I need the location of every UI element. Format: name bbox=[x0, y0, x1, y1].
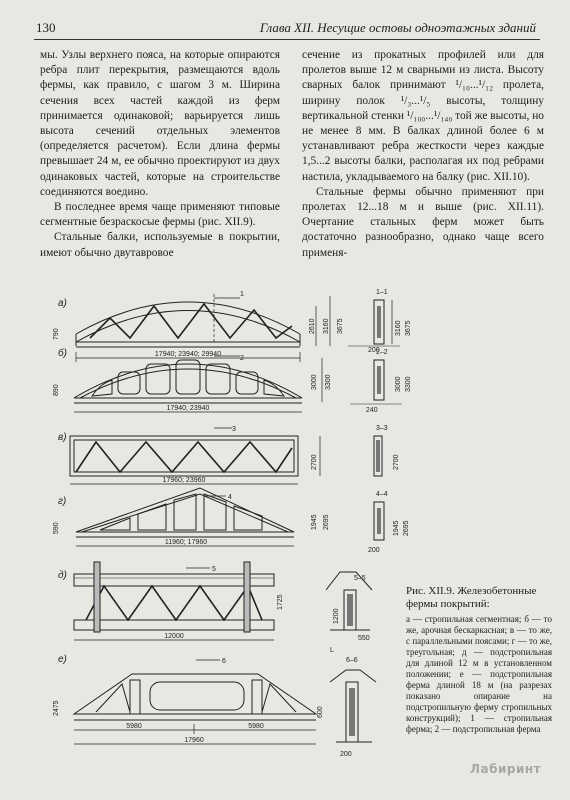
height-dimension: 1945 bbox=[311, 514, 318, 530]
section-label: 1–1 bbox=[376, 289, 388, 296]
section-label: 4–4 bbox=[376, 491, 388, 498]
caption-title: Рис. XII.9. Железобетонные фермы покрытий: bbox=[406, 585, 537, 610]
watermark-logo: Лабиринт bbox=[470, 762, 542, 776]
span-dimension: 17960 bbox=[184, 737, 204, 744]
e-dimension: 550 bbox=[358, 635, 370, 642]
e-dimension: 1200 bbox=[333, 608, 340, 624]
height-dimension: 3300 bbox=[325, 374, 332, 390]
paragraph: Стальные фермы обычно применяют при пролетах 12...18 м и выше (рис. XII.11). Очертание стальных ферм может быть достаточно разнообразно, однако чаще всего применя- bbox=[302, 185, 544, 259]
section-height: 2700 bbox=[393, 454, 400, 470]
section-mark: 1 bbox=[240, 291, 244, 298]
truss-f bbox=[53, 654, 376, 758]
paragraph: Стальные балки, используемые в покрытии, имеют обычно двутавровое bbox=[40, 231, 280, 259]
section-height: 3300 bbox=[405, 376, 412, 392]
panel-letter: б) bbox=[58, 348, 67, 359]
truss-c bbox=[58, 425, 400, 484]
section-label: 2–2 bbox=[376, 349, 388, 356]
section-label: 3–3 bbox=[376, 425, 388, 432]
height-dimension: 3000 bbox=[311, 374, 318, 390]
span-dimension: 17960; 23960 bbox=[162, 477, 206, 484]
section-label: 5–5 bbox=[354, 575, 366, 582]
section-height: 3675 bbox=[405, 320, 412, 336]
panel-letter: г) bbox=[58, 496, 67, 507]
span-dimension: 12000 bbox=[164, 633, 184, 640]
e-dimension: L bbox=[330, 647, 334, 654]
truss-a bbox=[53, 289, 412, 362]
section-width: 240 bbox=[366, 407, 378, 414]
section-mark: 4 bbox=[228, 494, 232, 501]
span-dimension: 5980 bbox=[126, 723, 142, 730]
section-height: 1945 bbox=[393, 520, 400, 536]
section-mark: 5 bbox=[212, 566, 216, 573]
height-dimension: 2695 bbox=[323, 514, 330, 530]
height-dimension: 3160 bbox=[323, 318, 330, 334]
section-width: 200 bbox=[368, 547, 380, 554]
panel-letter: д) bbox=[58, 570, 67, 581]
span-dimension: 11960; 17960 bbox=[164, 539, 208, 546]
end-height: 790 bbox=[53, 328, 60, 340]
end-height: 600 bbox=[317, 706, 324, 718]
chapter-title: Глава XII. Несущие остовы одноэтажных зданий bbox=[259, 20, 536, 35]
section-width: 200 bbox=[368, 347, 380, 354]
paragraph: сечение из прокатных профилей или для пролетов выше 12 м сварными из листа. Высоту сварных балок принимают ¹/₁₀...¹/₁₂ пролета, ширину полок ¹/₃...¹/₅ высоты, толщину вертикальной стенки ¹/₁₀₀...¹/₁₄₀ той же высоты, но не менее 8 мм. В балках длиной более 6 м устанавливают ребра жесткости через каждые 1,5...2 высоты балки, располагая их под ребрами настила, укладываемого на балку (рис. XII.10). bbox=[302, 49, 544, 183]
span-dimension: 5980 bbox=[248, 723, 264, 730]
section-mark: 6 bbox=[222, 658, 226, 665]
section-mark: 2 bbox=[240, 355, 244, 362]
figure-caption bbox=[406, 585, 552, 735]
end-height: 890 bbox=[53, 384, 60, 396]
height-dimension: 2610 bbox=[309, 318, 316, 334]
section-height: 3160 bbox=[395, 320, 402, 336]
section-width: 200 bbox=[340, 751, 352, 758]
paragraph: В последнее время чаще применяют типовые сегментные безраскосые фермы (рис. XII.9). bbox=[40, 201, 280, 229]
end-height: 590 bbox=[53, 522, 60, 534]
section-mark: 3 bbox=[232, 426, 236, 433]
section-height: 3000 bbox=[395, 376, 402, 392]
paragraph: мы. Узлы верхнего пояса, на которые опираются ребра плит перекрытия, размещаются вдоль фермы, как правило, с шагом 3 м. Ширина сечения всех частей каждой из ферм принимается одинаковой; варьируется лишь высота сечений отдельных элементов (определяется расчетом). Если длина фермы превышает 24 м, ее обычно проектируют из двух одинаковых частей, которые на строительстве соединяются воедино. bbox=[40, 49, 280, 198]
caption-body: а — стропильная сегментная; б — то же, арочная бескаркасная; в — то же, с параллельными поясами; г — то же, треугольная; д — подстропильная для длиной 12 м в установленном положении; е — подстропильная ферма длиной 18 м (на разрезах показано опирание на подстропильную ферму стропильных конструкций); 1 — стропильная ферма; 2 — подстропильная ферма bbox=[406, 614, 552, 734]
span-dimension: 17940; 23940; 29940 bbox=[154, 351, 222, 358]
height-dimension: 3675 bbox=[337, 318, 344, 334]
span-dimension: 17940; 23940 bbox=[166, 405, 210, 412]
height-dimension: 2700 bbox=[311, 454, 318, 470]
height-dimension: 2475 bbox=[53, 700, 60, 716]
section-height: 2695 bbox=[403, 520, 410, 536]
section-label: 6–6 bbox=[346, 657, 358, 664]
panel-letter: а) bbox=[58, 298, 67, 309]
truss-b bbox=[53, 347, 412, 414]
height-dimension: 1725 bbox=[277, 594, 284, 610]
panel-letter: в) bbox=[58, 432, 67, 443]
page-number: 130 bbox=[36, 20, 56, 35]
truss-d bbox=[53, 488, 410, 554]
panel-letter: е) bbox=[58, 654, 67, 665]
truss-e bbox=[58, 562, 372, 654]
